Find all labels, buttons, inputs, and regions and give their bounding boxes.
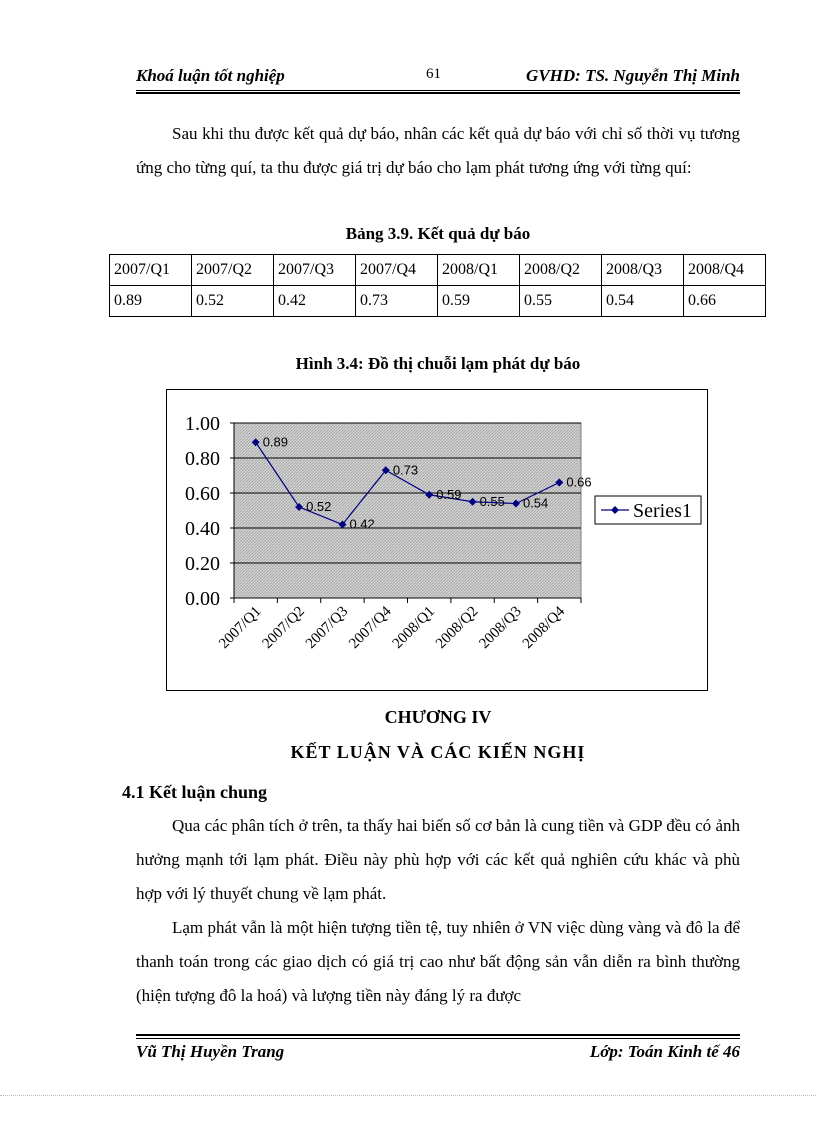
header-supervisor: GVHD: TS. Nguyễn Thị Minh (526, 66, 740, 85)
footer-class: Lớp: Toán Kinh tế 46 (589, 1042, 740, 1061)
x-tick-label: 2008/Q2 (432, 603, 482, 652)
page-header (136, 64, 740, 91)
paragraph-conclusion (136, 809, 740, 911)
data-label: 0.89 (262, 434, 288, 450)
x-tick-label: 2008/Q3 (476, 603, 525, 652)
y-tick-label: 1.00 (185, 413, 220, 435)
section-heading: 4.1 Kết luận chung (122, 782, 268, 802)
data-label: 0.66 (566, 474, 592, 490)
y-tick-label: 0.20 (185, 553, 220, 575)
x-tick-label: 2007/Q2 (259, 603, 308, 652)
table-cell: 0.55 (520, 286, 602, 317)
chapter-title: KẾT LUẬN VÀ CÁC KIẾN NGHỊ (290, 742, 586, 762)
chart-legend (595, 496, 701, 524)
y-tick-label: 0.40 (185, 518, 220, 540)
table-header-cell: 2008/Q1 (438, 255, 520, 286)
paragraph-forecast-intro (136, 117, 740, 185)
data-label: 0.42 (349, 516, 375, 532)
header-thesis-title: Khoá luận tốt nghiệp (136, 66, 285, 85)
data-label: 0.55 (479, 493, 505, 509)
page-footer (136, 1034, 740, 1066)
header-page-number: 61 (426, 66, 441, 82)
paragraph-dollarization (136, 911, 740, 1013)
data-label: 0.73 (392, 462, 419, 478)
table-header-cell: 2007/Q4 (356, 255, 438, 286)
y-tick-label: 0.60 (185, 483, 220, 505)
x-tick-label: 2007/Q1 (216, 603, 265, 652)
table-header-cell: 2008/Q2 (520, 255, 602, 286)
table-cell: 0.52 (192, 286, 274, 317)
data-label: 0.54 (522, 495, 549, 511)
data-label: 0.52 (306, 499, 332, 514)
table-cell: 0.54 (602, 286, 684, 317)
table-cell: 0.89 (110, 286, 192, 317)
chart-svg (167, 390, 707, 690)
table-row (110, 286, 766, 317)
x-tick-label: 2008/Q4 (519, 603, 569, 652)
x-tick-label: 2007/Q4 (346, 603, 395, 652)
data-label: 0.59 (436, 486, 462, 502)
figure-caption: Hình 3.4: Đồ thị chuỗi lạm phát dự báo (295, 354, 581, 373)
table-cell: 0.42 (274, 286, 356, 317)
table-cell: 0.66 (684, 286, 766, 317)
plot-area (234, 423, 581, 598)
table-header-cell: 2007/Q3 (274, 255, 356, 286)
table-header-row (110, 255, 766, 286)
chapter-number: CHƯƠNG IV (384, 707, 492, 727)
table-header-cell: 2007/Q1 (110, 255, 192, 286)
x-tick-label: 2007/Q3 (302, 603, 352, 652)
forecast-table (109, 254, 766, 317)
table-header-cell: 2007/Q2 (192, 255, 274, 286)
table-cell: 0.59 (438, 286, 520, 317)
table-header-cell: 2008/Q3 (602, 255, 684, 286)
x-tick-label: 2008/Q1 (389, 603, 439, 652)
y-tick-label: 0.00 (185, 588, 220, 610)
table-caption: Bảng 3.9. Kết quả dự báo (345, 224, 531, 243)
paragraph-2-text: Qua các phân tích ở trên, ta thấy hai biến số cơ bản là cung tiền và GDP đều có ảnh hưởng mạnh tới lạm phát. Điều này phù hợp với các kết quả nghiên cứu khác và phù hợp với lý thuyết chung về lạm phát. (136, 816, 740, 903)
table-header-cell: 2008/Q4 (684, 255, 766, 286)
paragraph-3-text: Lạm phát vẫn là một hiện tượng tiền tệ, tuy nhiên ở VN việc dùng vàng và đô la để thanh toán trong các giao dịch có giá trị cao như bất động sản vẫn diễn ra bình thường (hiện tượng đô la hoá) và lượng tiền này đáng lý ra được (136, 918, 740, 1005)
footer-author: Vũ Thị Huyền Trang (136, 1042, 285, 1061)
page-bottom-divider (0, 1095, 816, 1096)
paragraph-1-text: Sau khi thu được kết quả dự báo, nhân các kết quả dự báo với chỉ số thời vụ tương ứng cho từng quí, ta thu được giá trị dự báo cho lạm phát tương ứng với từng quí: (136, 124, 740, 177)
y-tick-label: 0.80 (185, 448, 220, 470)
table-cell: 0.73 (356, 286, 438, 317)
legend-label: Series1 (633, 500, 692, 522)
inflation-forecast-chart (166, 389, 708, 691)
